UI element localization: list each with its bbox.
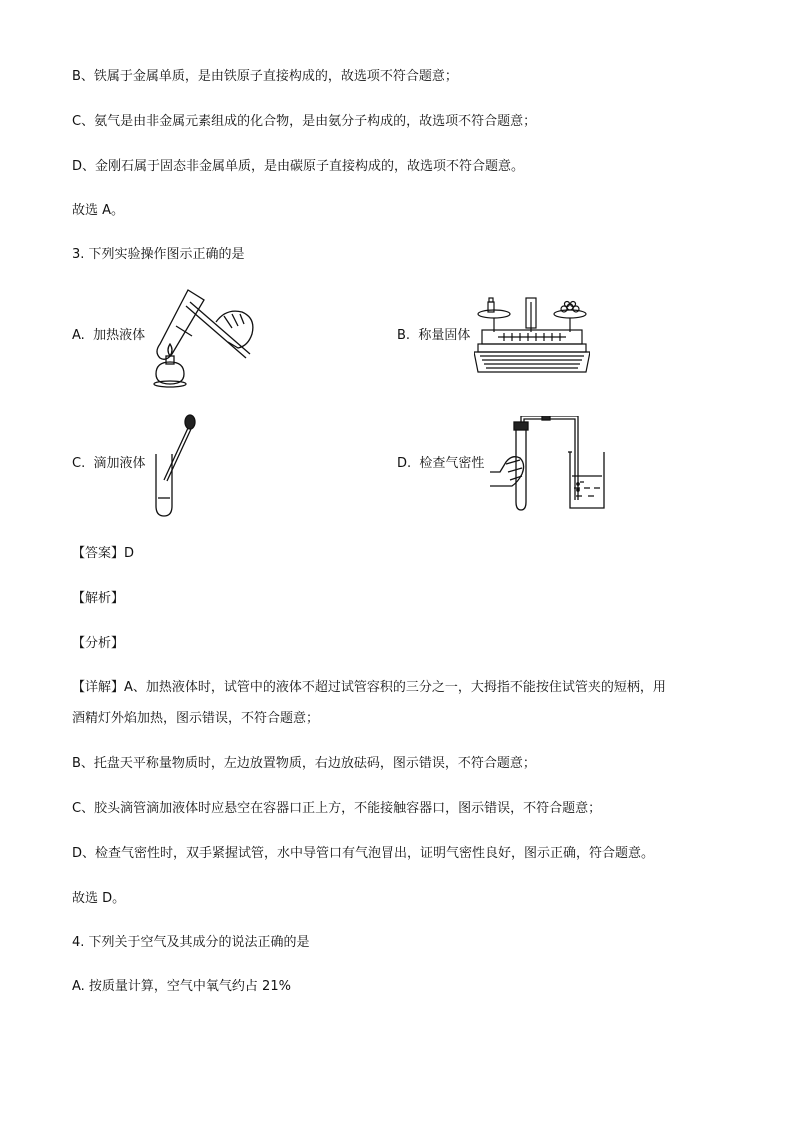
q3-analysis-heading: 【解析】: [72, 591, 125, 606]
q3-detail-line1: 【详解】A、加热液体时，试管中的液体不超过试管容积的三分之一，大拇指不能按住试管夹的短柄，用: [72, 680, 666, 695]
q3-option-d: [397, 455, 484, 473]
q3-detail-line2: 酒精灯外焰加热，图示错误，不符合题意；: [72, 711, 320, 726]
prev-answer-c: C、氨气是由非金属元素组成的化合物，是由氨分子构成的，故选项不符合题意；: [72, 114, 537, 129]
q3-answer: 【答案】D: [72, 546, 135, 561]
prev-answer-d: D、金刚石属于固态非金属单质，是由碳原子直接构成的，故选项不符合题意。: [72, 159, 525, 174]
q3-stem: 3. 下列实验操作图示正确的是: [72, 247, 245, 262]
q4-stem: 4. 下列关于空气及其成分的说法正确的是: [72, 935, 310, 950]
option-letter: C.: [72, 456, 86, 471]
option-text: 检查气密性: [419, 456, 485, 471]
q3-explain-d: D、检查气密性时，双手紧握试管，水中导管口有气泡冒出，证明气密性良好，图示正确，符合题意。: [72, 846, 655, 861]
q3-explain-b: B、托盘天平称量物质时，左边放置物质，右边放砝码，图示错误，不符合题意；: [72, 756, 536, 771]
heating-liquid-icon: [146, 286, 262, 390]
q4-option-a: A. 按质量计算，空气中氧气约占 21%: [72, 979, 291, 994]
prev-answer-b: B、铁属于金属单质，是由铁原子直接构成的，故选项不符合题意；: [72, 69, 458, 84]
q3-option-c: [72, 455, 146, 473]
prev-choice: 故选 A。: [72, 203, 125, 218]
q3-choice: 故选 D。: [72, 891, 126, 906]
balance-scale-icon: [474, 292, 590, 378]
q3-option-a: [72, 327, 145, 345]
option-letter: A.: [72, 328, 85, 343]
q3-option-b: [397, 327, 470, 345]
q3-explain-c: C、胶头滴管滴加液体时应悬空在容器口正上方，不能接触容器口，图示错误，不符合题意；: [72, 801, 602, 816]
option-letter: B.: [397, 328, 411, 343]
q3-analysis-sub: 【分析】: [72, 636, 125, 651]
option-text: 滴加液体: [93, 456, 146, 471]
airtightness-check-icon: [490, 416, 612, 512]
option-text: 加热液体: [93, 328, 146, 343]
option-letter: D.: [397, 456, 412, 471]
dropper-icon: [152, 414, 198, 520]
option-text: 称量固体: [418, 328, 471, 343]
